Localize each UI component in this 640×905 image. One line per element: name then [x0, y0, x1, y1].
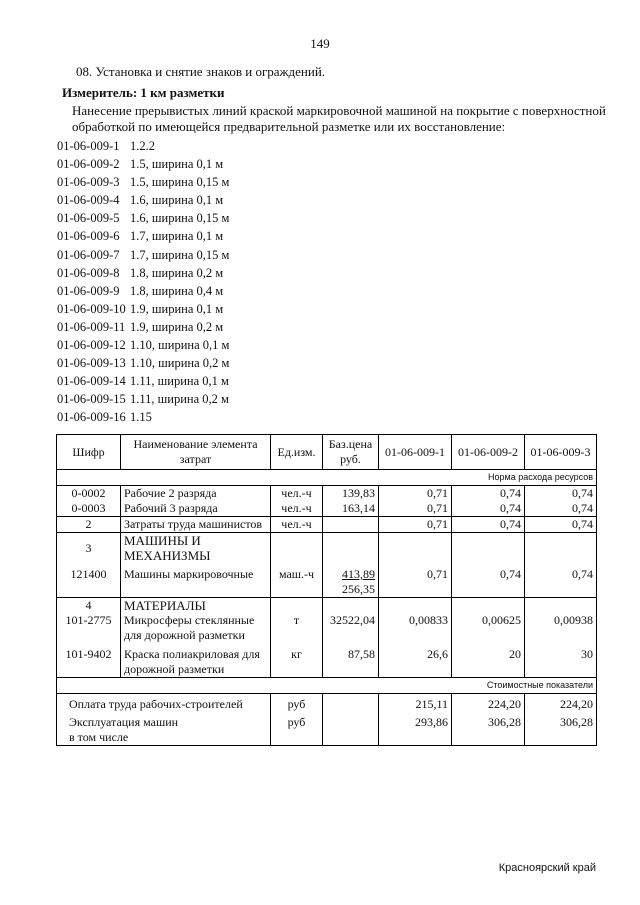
cell-name: Рабочие 2 разряда — [121, 486, 271, 502]
cell-value: 0,74 — [525, 563, 597, 598]
code-text: 1.5, ширина 0,1 м — [130, 157, 224, 172]
cell-unit: чел.-ч — [271, 486, 323, 502]
code-id: 01-06-009-11 — [57, 319, 126, 334]
cell-name: Затраты труда машинистов — [121, 517, 271, 533]
table-row — [57, 501, 597, 517]
cell-value: 0,74 — [452, 517, 525, 533]
cell-value: 293,86 — [379, 712, 452, 730]
cell-value: 0,71 — [379, 563, 452, 598]
header-col-3: 01-06-009-3 — [525, 435, 597, 470]
header-base-price: Баз.цена руб. — [323, 435, 379, 470]
cell-value: 215,11 — [379, 694, 452, 713]
cell-code: 0-0002 — [57, 486, 121, 502]
cell-price — [323, 563, 379, 598]
cell-value: 0,74 — [525, 486, 597, 502]
cell-code: 3 — [57, 533, 121, 564]
cell-name: Рабочий 3 разряда — [121, 501, 271, 517]
cell-price: 87,58 — [323, 643, 379, 678]
cell-unit: чел.-ч — [271, 517, 323, 533]
cell-code: 2 — [57, 517, 121, 533]
code-item — [57, 137, 229, 155]
cell-name: Краска полиакриловая для дорожной разметки — [121, 643, 271, 678]
code-id: 01-06-009-5 — [57, 211, 120, 226]
code-item — [57, 318, 229, 336]
code-text: 1.9, ширина 0,2 м — [130, 319, 224, 334]
cell-cost-name: Эксплуатация машин — [57, 712, 271, 730]
code-text: 1.8, ширина 0,4 м — [130, 283, 224, 298]
header-col-1: 01-06-009-1 — [379, 435, 452, 470]
table-row — [57, 598, 597, 614]
cell-price: 32522,04 — [323, 613, 379, 643]
header-col-2: 01-06-009-2 — [452, 435, 525, 470]
table-row — [57, 517, 597, 533]
code-id: 01-06-009-16 — [57, 410, 126, 425]
code-id: 01-06-009-14 — [57, 374, 126, 389]
table-row — [57, 694, 597, 713]
cell-price — [323, 517, 379, 533]
code-id: 01-06-009-4 — [57, 193, 120, 208]
cell-value: 0,74 — [452, 563, 525, 598]
table-row — [57, 712, 597, 730]
cell-group-title: МАШИНЫ И МЕХАНИЗМЫ — [121, 533, 271, 564]
code-item — [57, 354, 229, 372]
cell-code: 4 — [57, 598, 121, 614]
cost-banner-row — [57, 678, 597, 694]
work-description: Нанесение прерывистых линий краской маркировочной машиной на покрытие с поверхностной обработкой по имеющейся предварительной разметке или их восстановление: — [72, 103, 606, 134]
resource-table — [56, 434, 597, 746]
code-item — [57, 408, 229, 426]
cell-cost-name: Оплата труда рабочих-строителей — [57, 694, 271, 713]
cell-code: 121400 — [57, 563, 121, 598]
code-id: 01-06-009-8 — [57, 265, 120, 280]
table-row — [57, 486, 597, 502]
cell-value: 0,00625 — [452, 613, 525, 643]
code-text: 1.8, ширина 0,2 м — [130, 265, 224, 280]
code-text: 1.11, ширина 0,2 м — [130, 392, 229, 407]
cell-name: Микросферы стеклянные для дорожной разметки — [121, 613, 271, 643]
cell-value: 224,20 — [452, 694, 525, 713]
cell-price: 163,14 — [323, 501, 379, 517]
table-row — [57, 613, 597, 643]
code-text: 1.7, ширина 0,1 м — [130, 229, 224, 244]
cell-value: 0,74 — [525, 501, 597, 517]
code-item — [57, 372, 229, 390]
code-text: 1.10, ширина 0,1 м — [130, 338, 230, 353]
table-row — [57, 533, 597, 564]
cell-value: 0,71 — [379, 517, 452, 533]
code-item — [57, 336, 229, 354]
cell-group-title: МАТЕРИАЛЫ — [121, 598, 271, 614]
cell-value: 30 — [525, 643, 597, 678]
cell-value: 20 — [452, 643, 525, 678]
code-id: 01-06-009-3 — [57, 175, 120, 190]
cell-unit: чел.-ч — [271, 501, 323, 517]
code-item — [57, 390, 229, 408]
cell-unit: руб — [271, 694, 323, 713]
code-text: 1.11, ширина 0,1 м — [130, 374, 229, 389]
code-item — [57, 173, 229, 191]
section-title: 08. Установка и снятие знаков и ограждений. — [76, 64, 326, 79]
cell-value: 0,00938 — [525, 613, 597, 643]
norm-banner-row — [57, 470, 597, 486]
cell-cost-name: в том числе — [57, 730, 271, 746]
price-line-1: 413,89 — [342, 567, 375, 581]
cost-banner: Стоимостные показатели — [452, 678, 597, 694]
code-item — [57, 264, 229, 282]
cell-value: 0,74 — [525, 517, 597, 533]
cell-unit: кг — [271, 643, 323, 678]
table-row — [57, 643, 597, 678]
price-line-2: 256,35 — [342, 582, 375, 596]
code-item — [57, 155, 229, 173]
code-id: 01-06-009-7 — [57, 247, 120, 262]
cell-unit: руб — [271, 712, 323, 730]
cell-code: 101-2775 — [57, 613, 121, 643]
code-item — [57, 191, 229, 209]
code-text: 1.2.2 — [130, 139, 155, 153]
cell-value: 0,74 — [452, 486, 525, 502]
code-text: 1.7, ширина 0,15 м — [130, 247, 230, 262]
page-number: 149 — [310, 36, 330, 51]
table-row — [57, 563, 597, 598]
cell-value: 306,28 — [452, 712, 525, 730]
code-id: 01-06-009-15 — [57, 392, 126, 407]
code-id: 01-06-009-2 — [57, 157, 120, 172]
cell-value: 0,71 — [379, 486, 452, 502]
header-code: Шифр — [57, 435, 121, 470]
code-text: 1.6, ширина 0,15 м — [130, 211, 230, 226]
header-unit: Ед.изм. — [271, 435, 323, 470]
table-header-row — [57, 435, 597, 470]
cell-value: 0,71 — [379, 501, 452, 517]
cell-code: 0-0003 — [57, 501, 121, 517]
cell-value: 0,74 — [452, 501, 525, 517]
header-name: Наименование элемента затрат — [121, 435, 271, 470]
code-list — [57, 137, 229, 427]
code-id: 01-06-009-1 — [57, 139, 120, 153]
code-item — [57, 246, 229, 264]
cell-value: 0,00833 — [379, 613, 452, 643]
cell-value: 224,20 — [525, 694, 597, 713]
region-footer: Красноярский край — [498, 862, 596, 874]
cell-name: Машины маркировочные — [121, 563, 271, 598]
measure-unit: Измеритель: 1 км разметки — [62, 85, 225, 100]
code-text: 1.15 — [130, 410, 152, 425]
code-id: 01-06-009-10 — [57, 301, 126, 316]
code-item — [57, 227, 229, 245]
code-item — [57, 282, 229, 300]
code-id: 01-06-009-6 — [57, 229, 120, 244]
cell-value: 306,28 — [525, 712, 597, 730]
code-item — [57, 300, 229, 318]
norm-banner: Норма расхода ресурсов — [452, 470, 597, 486]
code-text: 1.9, ширина 0,1 м — [130, 301, 224, 316]
cell-unit: маш.-ч — [271, 563, 323, 598]
code-text: 1.10, ширина 0,2 м — [130, 356, 230, 371]
code-text: 1.6, ширина 0,1 м — [130, 193, 224, 208]
cell-unit: т — [271, 613, 323, 643]
cell-code: 101-9402 — [57, 643, 121, 678]
code-text: 1.5, ширина 0,15 м — [130, 175, 230, 190]
cell-price: 139,83 — [323, 486, 379, 502]
cell-value: 26,6 — [379, 643, 452, 678]
table-row — [57, 730, 597, 746]
code-id: 01-06-009-12 — [57, 338, 126, 353]
code-item — [57, 209, 229, 227]
code-id: 01-06-009-13 — [57, 356, 126, 371]
code-id: 01-06-009-9 — [57, 283, 120, 298]
